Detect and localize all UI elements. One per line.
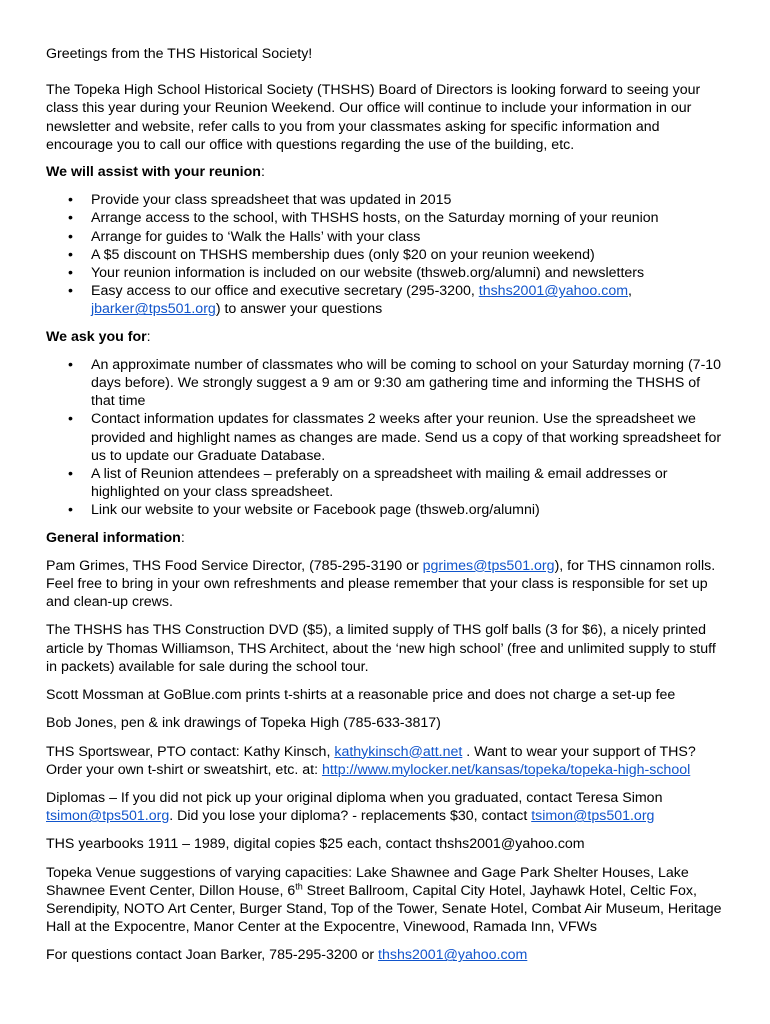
- list-item: • A $5 discount on THSHS membership dues (only $20 on your reunion weekend): [46, 246, 724, 264]
- dvd-paragraph: The THSHS has THS Construction DVD ($5), a limited supply of THS golf balls (3 for $6), a nicely printed article by Thomas Williamson, THS Architect, about the ‘new high school’ (free and unlimited supply to stuff in packets) available for sale during the school tour.: [46, 622, 716, 675]
- list-item: • Your reunion information is included on our website (thsweb.org/alumni) and newsletters: [46, 264, 724, 282]
- general-heading-text: General information: [46, 529, 181, 546]
- sportswear-paragraph: [46, 743, 724, 779]
- kinsch-email-link[interactable]: kathykinsch@att.net: [334, 743, 463, 760]
- assist-heading-colon: :: [260, 164, 265, 181]
- grimes-text-post: ), for THS cinnamon rolls. Feel free to bring in your own refreshments and please remember that your class is responsible for set up and clean-up crews.: [46, 557, 716, 611]
- venue-text-pre: Topeka Venue suggestions of varying capacities: Lake Shawnee and Gage Park Shelter Houses, Lake Shawnee Event Center, Dillon House, 6: [46, 864, 689, 899]
- assist-heading-text: We will assist with your reunion: [46, 164, 261, 181]
- list-item: • An approximate number of classmates who will be coming to school on your Saturday morning (7-10 days before). We strongly suggest a 9 am or 9:30 am gathering time and informing the THSHS of that time: [46, 356, 724, 411]
- yearbooks-paragraph: THS yearbooks 1911 – 1989, digital copies $25 each, contact thshs2001@yahoo.com: [46, 836, 585, 853]
- diplomas-text-mid: . Did you lose your diploma? - replacements $30, contact: [169, 808, 532, 825]
- assist-list: [46, 191, 724, 318]
- mossman-paragraph: Scott Mossman at GoBlue.com prints t-shirts at a reasonable price and does not charge a set-up fee: [46, 687, 676, 704]
- ask-heading: [46, 328, 724, 346]
- grimes-text-pre: Pam Grimes, THS Food Service Director, (785-295-3190 or: [46, 557, 423, 574]
- greeting: Greetings from the THS Historical Society!: [46, 46, 313, 62]
- list-item-office-access: [46, 282, 724, 318]
- intro-paragraph: The Topeka High School Historical Society (THSHS) Board of Directors is looking forward to seeing your class this year during your Reunion Weekend. Our office will continue to include your information in our newsletter and website, refer calls to you from your classmates asking for specific information and encourage you to call our office with questions regarding the use of the building, etc.: [46, 82, 701, 153]
- mylocker-url-link[interactable]: http://www.mylocker.net/kansas/topeka/topeka-high-school: [321, 761, 691, 778]
- questions-email-link[interactable]: thshs2001@yahoo.com: [378, 947, 528, 964]
- diplomas-text-pre: Diplomas – If you did not pick up your original diploma when you graduated, contact Teresa Simon: [46, 789, 663, 806]
- list-item: • Link our website to your website or Facebook page (thsweb.org/alumni): [46, 501, 724, 519]
- questions-paragraph: [46, 946, 724, 964]
- office-text-pre: Easy access to our office and executive secretary (295-3200,: [91, 283, 479, 300]
- general-heading-colon: :: [180, 529, 185, 546]
- pgrimes-email-link[interactable]: pgrimes@tps501.org: [422, 557, 555, 574]
- sportswear-text-pre: THS Sportswear, PTO contact: Kathy Kinsch,: [46, 743, 335, 760]
- venue-paragraph: [46, 864, 724, 937]
- tsimon-email-link-2[interactable]: tsimon@tps501.org: [531, 808, 655, 825]
- list-item: • Provide your class spreadsheet that was updated in 2015: [46, 191, 724, 209]
- ask-heading-colon: :: [146, 328, 151, 345]
- office-text-comma: ,: [628, 283, 632, 300]
- grimes-paragraph: [46, 557, 724, 612]
- jones-paragraph: Bob Jones, pen & ink drawings of Topeka High (785-633-3817): [46, 715, 441, 732]
- office-text-post: ) to answer your questions: [215, 301, 383, 318]
- jbarker-email-link[interactable]: jbarker@tps501.org: [91, 301, 216, 318]
- ask-heading-text: We ask you for: [46, 328, 147, 345]
- venue-superscript: th: [295, 880, 303, 891]
- list-item: • Arrange access to the school, with THSHS hosts, on the Saturday morning of your reunion: [46, 209, 724, 227]
- sportswear-text-mid: . Want to wear your support of THS? Order your own t-shirt or sweatshirt, etc. at:: [46, 743, 696, 778]
- list-item: • A list of Reunion attendees – preferably on a spreadsheet with mailing & email addresses or highlighted on your class spreadsheet.: [46, 465, 724, 501]
- ask-list: [46, 356, 724, 520]
- assist-heading: [46, 163, 724, 181]
- list-item: • Arrange for guides to ‘Walk the Halls’ with your class: [46, 228, 724, 246]
- questions-text-pre: For questions contact Joan Barker, 785-295-3200 or: [46, 947, 379, 964]
- list-item: • Contact information updates for classmates 2 weeks after your reunion. Use the spreadsheet we provided and highlight names as changes are made. Send us a copy of that working spreadsheet for us to update our Graduate Database.: [46, 410, 724, 465]
- tsimon-email-link[interactable]: tsimon@tps501.org: [46, 808, 170, 825]
- venue-text-post: Street Ballroom, Capital City Hotel, Jayhawk Hotel, Celtic Fox, Serendipity, NOTO Art Center, Burger Stand, Top of the Tower, Senate Hotel, Combat Air Museum, Heritage Hall at the Expocentre, Manor Center at the Expocentre, Vinewood, Ramada Inn, VFWs: [46, 882, 722, 936]
- general-heading: [46, 529, 724, 547]
- thshs-email-link[interactable]: thshs2001@yahoo.com: [478, 283, 629, 300]
- diplomas-paragraph: [46, 789, 724, 825]
